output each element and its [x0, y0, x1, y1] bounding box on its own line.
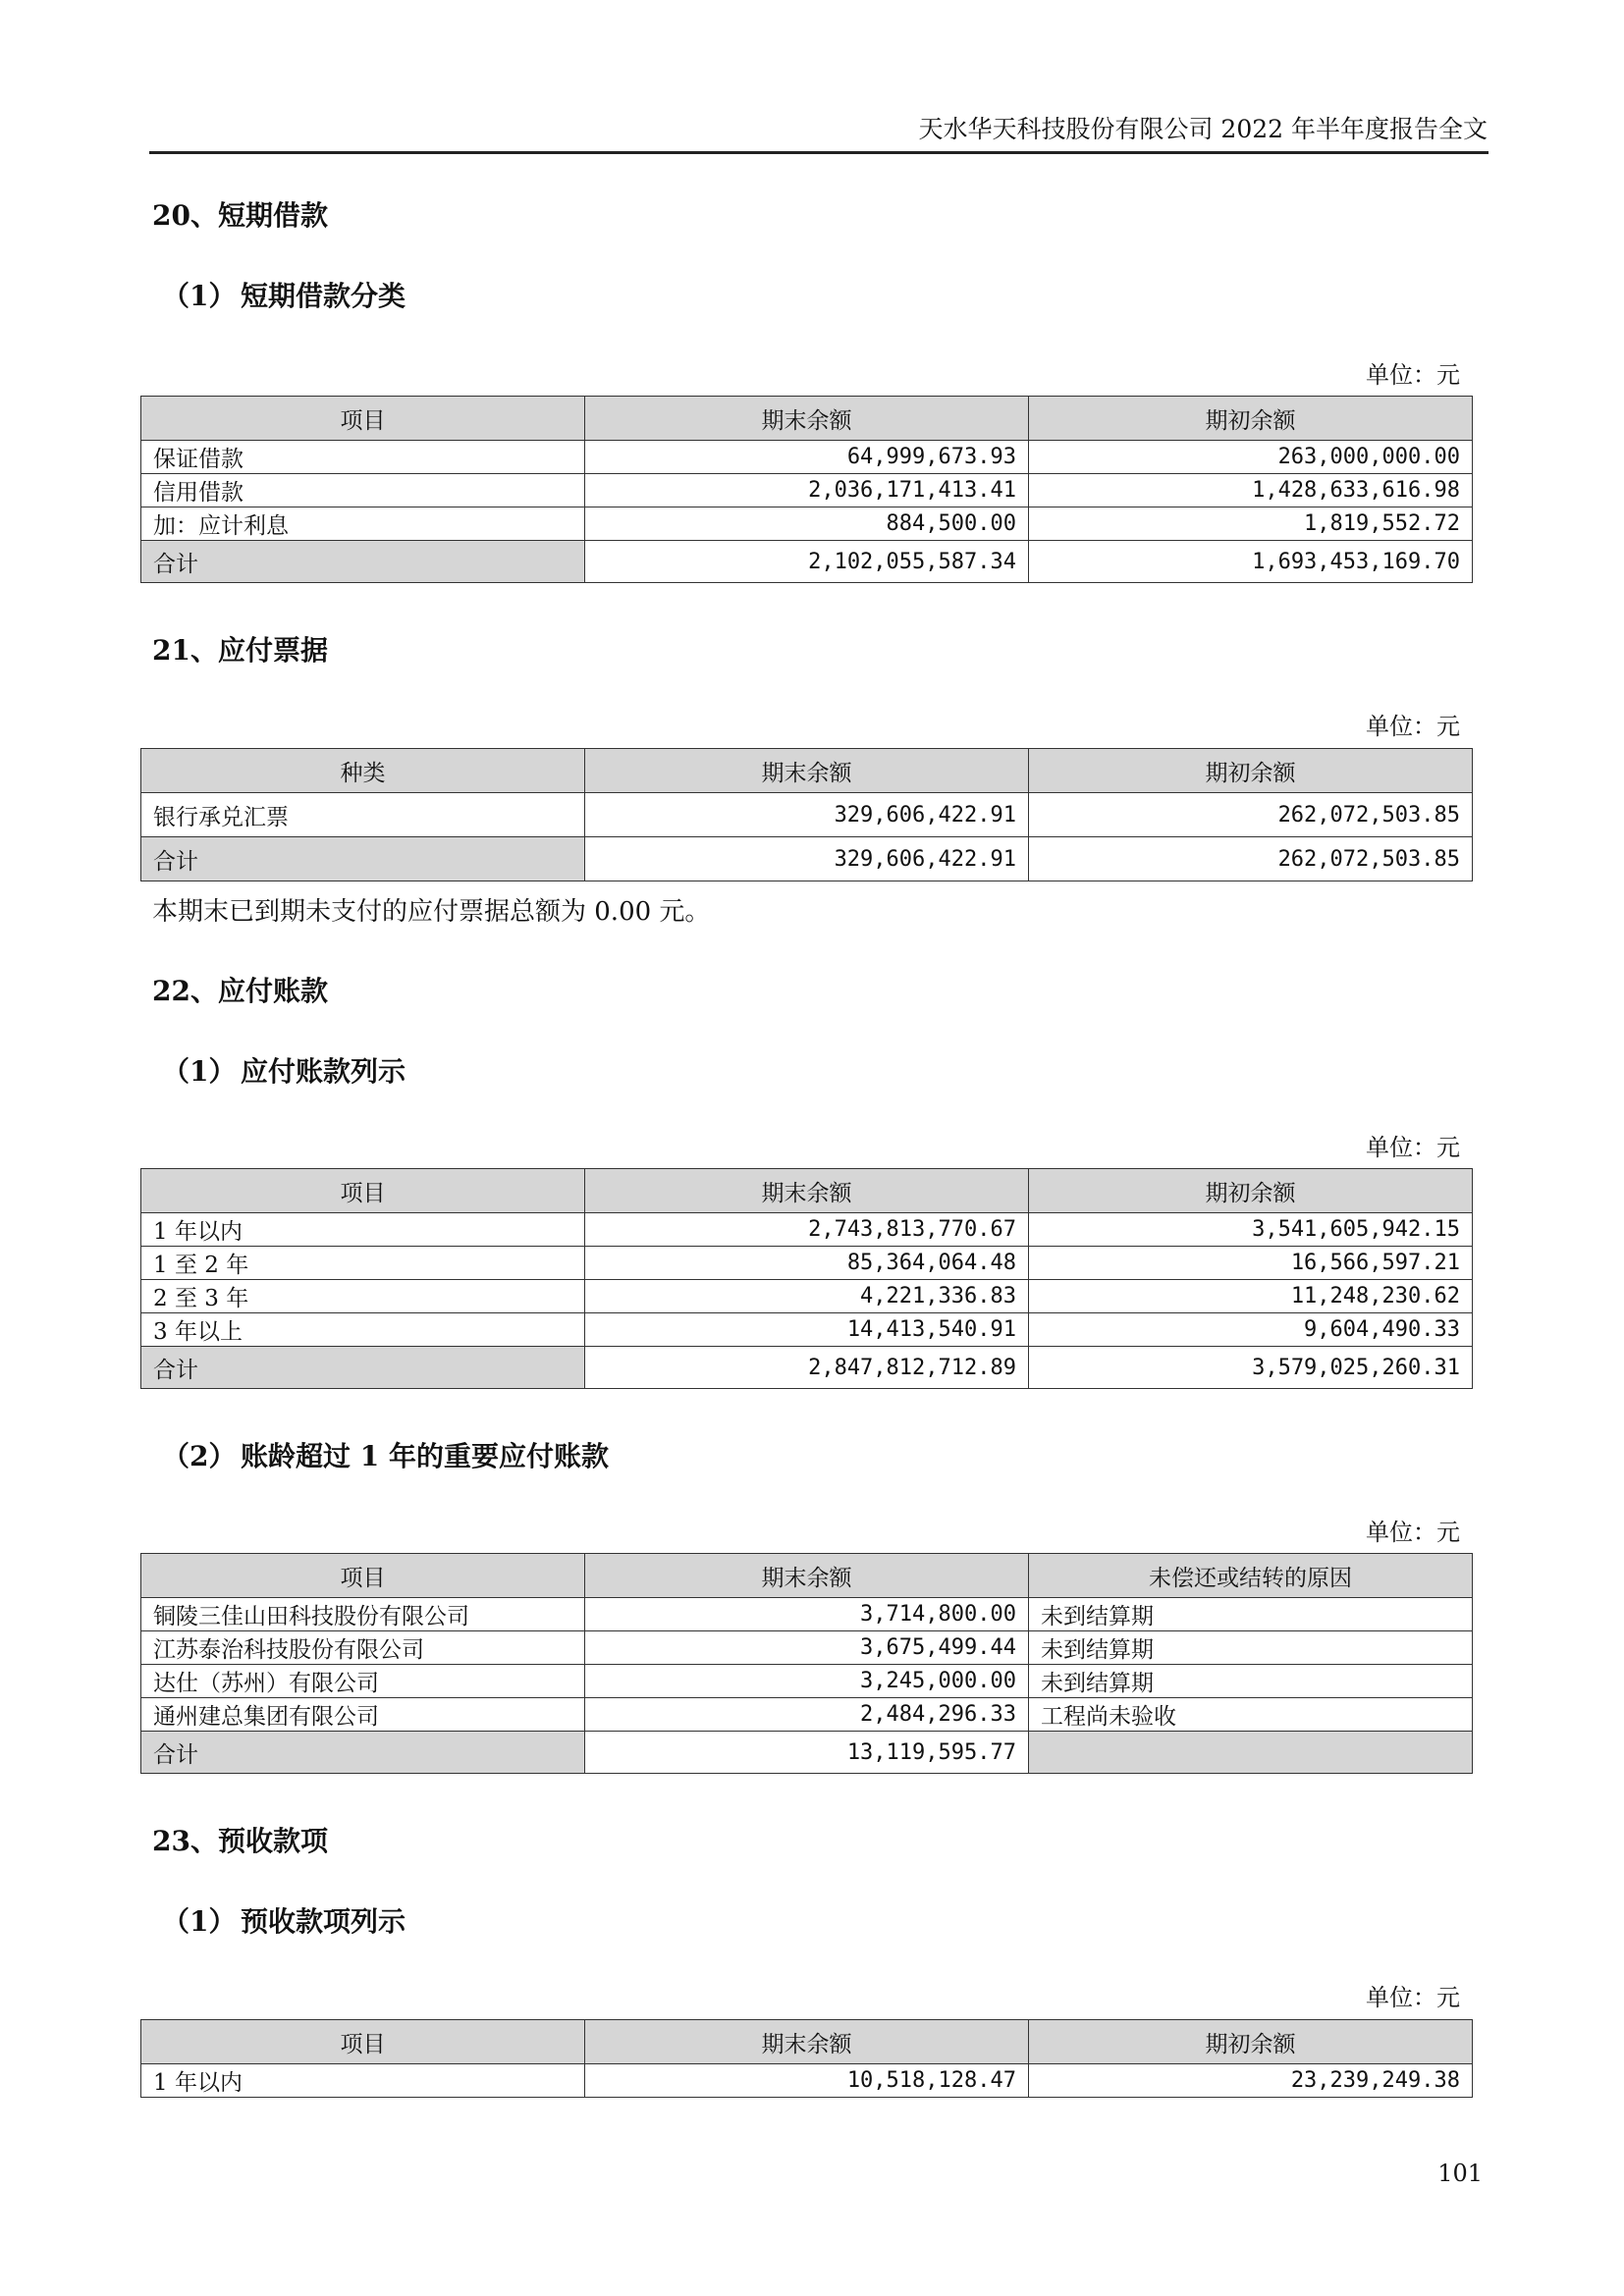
- row-label: 合计: [141, 837, 585, 881]
- opening-balance: 9,604,490.33: [1029, 1313, 1473, 1347]
- sub-title: 账龄超过 1 年的重要应付账款: [241, 1440, 609, 1472]
- closing-balance: 2,847,812,712.89: [585, 1347, 1029, 1389]
- opening-balance: 3,541,605,942.15: [1029, 1213, 1473, 1247]
- table-row: [141, 474, 1473, 507]
- reason: 未到结算期: [1029, 1598, 1473, 1631]
- table-header-row: [141, 397, 1473, 441]
- report-header: 天水华天科技股份有限公司 2022 年半年度报告全文: [918, 115, 1488, 143]
- column-header: 期初余额: [1029, 1169, 1473, 1213]
- column-header: 期末余额: [585, 397, 1029, 441]
- column-header: 项目: [141, 1169, 585, 1213]
- table-row: [141, 1698, 1473, 1732]
- table-row: [141, 793, 1473, 837]
- notes-payable-table: [140, 748, 1473, 881]
- closing-balance: 329,606,422.91: [585, 837, 1029, 881]
- section-23-1-heading: [162, 1904, 406, 1940]
- company-name: 铜陵三佳山田科技股份有限公司: [141, 1598, 585, 1631]
- closing-balance: 2,743,813,770.67: [585, 1213, 1029, 1247]
- opening-balance: 1,428,633,616.98: [1029, 474, 1473, 507]
- sub-title: 预收款项列示: [241, 1905, 406, 1938]
- accounts-payable-table: [140, 1168, 1473, 1389]
- closing-balance: 3,714,800.00: [585, 1598, 1029, 1631]
- opening-balance: 3,579,025,260.31: [1029, 1347, 1473, 1389]
- column-header: 未偿还或结转的原因: [1029, 1554, 1473, 1598]
- sub-number: （1）: [162, 280, 237, 312]
- unit-label: 单位：元: [1366, 1519, 1460, 1546]
- section-20-1-heading: [162, 279, 406, 314]
- short-term-loans-table: [140, 396, 1473, 583]
- closing-balance: 3,245,000.00: [585, 1665, 1029, 1698]
- table-row: [141, 1631, 1473, 1665]
- opening-balance: 262,072,503.85: [1029, 837, 1473, 881]
- column-header: 项目: [141, 397, 585, 441]
- opening-balance: 16,566,597.21: [1029, 1247, 1473, 1280]
- table-total-row: [141, 837, 1473, 881]
- column-header: 项目: [141, 2020, 585, 2064]
- section-21-heading: 21、应付票据: [152, 634, 328, 667]
- table-header-row: [141, 749, 1473, 793]
- row-label: 保证借款: [141, 441, 585, 474]
- opening-balance: 23,239,249.38: [1029, 2064, 1473, 2098]
- header-rule: [149, 151, 1489, 154]
- row-label: 3 年以上: [141, 1313, 585, 1347]
- column-header: 期初余额: [1029, 397, 1473, 441]
- advance-receipts-table: [140, 2019, 1473, 2098]
- closing-balance: 85,364,064.48: [585, 1247, 1029, 1280]
- closing-balance: 2,102,055,587.34: [585, 541, 1029, 583]
- section-22-heading: 22、应付账款: [152, 975, 328, 1007]
- table-row: [141, 2064, 1473, 2098]
- reason: [1029, 1732, 1473, 1774]
- sub-title: 应付账款列示: [241, 1055, 406, 1088]
- company-name: 通州建总集团有限公司: [141, 1698, 585, 1732]
- column-header: 期末余额: [585, 2020, 1029, 2064]
- opening-balance: 1,819,552.72: [1029, 507, 1473, 541]
- closing-balance: 884,500.00: [585, 507, 1029, 541]
- closing-balance: 64,999,673.93: [585, 441, 1029, 474]
- opening-balance: 262,072,503.85: [1029, 793, 1473, 837]
- sub-number: （1）: [162, 1905, 237, 1938]
- table-header-row: [141, 1169, 1473, 1213]
- table-row: [141, 1280, 1473, 1313]
- unit-label: 单位：元: [1366, 361, 1460, 389]
- significant-payables-table: [140, 1553, 1473, 1774]
- notes-payable-note: 本期末已到期未支付的应付票据总额为 0.00 元。: [152, 897, 711, 927]
- section-22-1-heading: [162, 1054, 406, 1090]
- section-23-heading: 23、预收款项: [152, 1825, 328, 1857]
- table-header-row: [141, 2020, 1473, 2064]
- row-label: 银行承兑汇票: [141, 793, 585, 837]
- row-label: 加：应计利息: [141, 507, 585, 541]
- unit-label: 单位：元: [1366, 1984, 1460, 2011]
- table-row: [141, 441, 1473, 474]
- closing-balance: 329,606,422.91: [585, 793, 1029, 837]
- column-header: 项目: [141, 1554, 585, 1598]
- row-label: 信用借款: [141, 474, 585, 507]
- opening-balance: 11,248,230.62: [1029, 1280, 1473, 1313]
- closing-balance: 4,221,336.83: [585, 1280, 1029, 1313]
- closing-balance: 13,119,595.77: [585, 1732, 1029, 1774]
- row-label: 合计: [141, 1732, 585, 1774]
- company-name: 江苏泰治科技股份有限公司: [141, 1631, 585, 1665]
- section-20-heading: 20、短期借款: [152, 199, 328, 232]
- row-label: 合计: [141, 1347, 585, 1389]
- row-label: 1 至 2 年: [141, 1247, 585, 1280]
- row-label: 2 至 3 年: [141, 1280, 585, 1313]
- sub-number: （2）: [162, 1440, 237, 1472]
- table-total-row: [141, 1347, 1473, 1389]
- reason: 未到结算期: [1029, 1665, 1473, 1698]
- column-header: 期末余额: [585, 1169, 1029, 1213]
- table-row: [141, 1598, 1473, 1631]
- reason: 未到结算期: [1029, 1631, 1473, 1665]
- section-22-2-heading: [162, 1439, 609, 1474]
- column-header: 期初余额: [1029, 2020, 1473, 2064]
- page-number: 101: [1437, 2160, 1483, 2187]
- column-header: 期末余额: [585, 1554, 1029, 1598]
- row-label: 1 年以内: [141, 1213, 585, 1247]
- table-total-row: [141, 541, 1473, 583]
- closing-balance: 2,484,296.33: [585, 1698, 1029, 1732]
- column-header: 期末余额: [585, 749, 1029, 793]
- table-header-row: [141, 1554, 1473, 1598]
- column-header: 期初余额: [1029, 749, 1473, 793]
- unit-label: 单位：元: [1366, 1134, 1460, 1161]
- row-label: 1 年以内: [141, 2064, 585, 2098]
- closing-balance: 14,413,540.91: [585, 1313, 1029, 1347]
- company-name: 达仕（苏州）有限公司: [141, 1665, 585, 1698]
- reason: 工程尚未验收: [1029, 1698, 1473, 1732]
- row-label: 合计: [141, 541, 585, 583]
- table-row: [141, 1313, 1473, 1347]
- sub-number: （1）: [162, 1055, 237, 1088]
- table-row: [141, 1213, 1473, 1247]
- column-header: 种类: [141, 749, 585, 793]
- closing-balance: 3,675,499.44: [585, 1631, 1029, 1665]
- sub-title: 短期借款分类: [241, 280, 406, 312]
- closing-balance: 2,036,171,413.41: [585, 474, 1029, 507]
- opening-balance: 1,693,453,169.70: [1029, 541, 1473, 583]
- closing-balance: 10,518,128.47: [585, 2064, 1029, 2098]
- unit-label: 单位：元: [1366, 713, 1460, 740]
- table-row: [141, 1665, 1473, 1698]
- table-row: [141, 507, 1473, 541]
- table-row: [141, 1247, 1473, 1280]
- opening-balance: 263,000,000.00: [1029, 441, 1473, 474]
- table-total-row: [141, 1732, 1473, 1774]
